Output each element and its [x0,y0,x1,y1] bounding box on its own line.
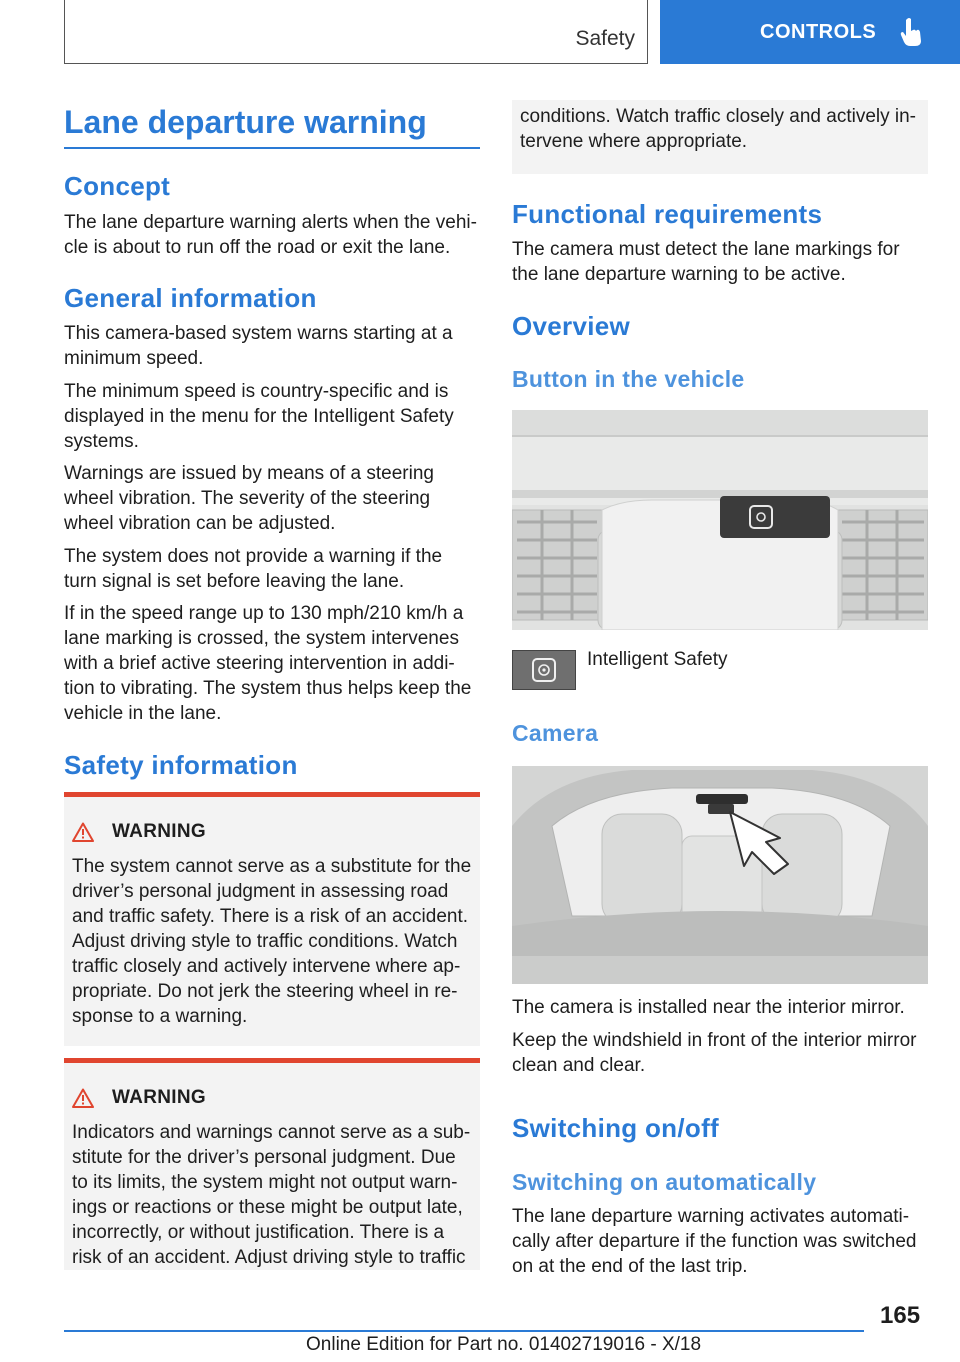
dashboard-button-image [512,410,928,630]
switching-heading: Switching on/off [512,1113,719,1143]
header-section-tab [64,0,648,64]
warning-text-1: The system cannot serve as a substitute for the driver’s personal judgment in assessing road and traffic safety. There is a risk of an accident. Adjust driving style to traffic conditions. Watch traffic closely and actively intervene where ap-propriate. Do not jerk the steering wheel in re-sponse to a warning. [72,856,472,1027]
warning-title-2: WARNING [112,1087,206,1108]
warning-continuation-text: conditions. Watch traffic closely and actively in-tervene where appropriate. [520,106,917,152]
camera-paragraph-1: The camera is installed near the interior mirror. [512,997,905,1018]
warning-box-2 [64,1058,480,1270]
camera-location-image [512,766,928,984]
functional-text: The camera must detect the lane markings for the lane departure warning to be active. [512,239,900,285]
warning-box-1 [64,792,480,1046]
footer-edition: Online Edition for Part no. 01402719016 - X/18 [306,1334,702,1355]
intelligent-safety-symbol [513,651,575,689]
page-number: 165 [880,1302,921,1329]
warning-header-1 [72,821,206,843]
intelligent-safety-button-icon [512,650,576,690]
overview-heading: Overview [512,311,631,341]
dashboard-illustration [512,410,928,630]
general-paragraph-4: The system does not provide a warning if the turn signal is set before leaving the lane. [64,546,443,592]
concept-text: The lane departure warning alerts when the vehi-cle is about to run off the road or exit the lane. [64,212,477,258]
general-paragraph-2: The minimum speed is country-specific and is displayed in the menu for the Intelligent Safety systems. [64,381,454,452]
safety-heading: Safety information [64,750,298,780]
general-paragraph-3: Warnings are issued by means of a steering wheel vibration. The severity of the steering wheel vibration can be adjusted. [64,463,434,534]
title-rule [64,147,480,149]
auto-switching-text: The lane departure warning activates automati-cally after departure if the function was switched on at the end of the last trip. [512,1206,917,1277]
car-interior-illustration [512,766,928,984]
pointing-hand-icon [900,17,922,47]
page-title: Lane departure warning [64,104,427,140]
button-heading: Button in the vehicle [512,366,745,392]
header-chapter-tab [660,0,960,64]
general-paragraph-1: This camera-based system warns starting at a minimum speed. [64,323,453,369]
intelligent-safety-label: Intelligent Safety [587,649,728,670]
camera-paragraph-2: Keep the windshield in front of the interior mirror clean and clear. [512,1030,917,1076]
warning-text-2: Indicators and warnings cannot serve as a sub-stitute for the driver’s personal judgment. Due to its limits, the system might not output warn-ings or reactions or these might be output late, incorrectly, or without justification. There is a risk of an accident. Adjust driving style to traffic [72,1122,471,1268]
warning-triangle-icon [72,822,94,842]
general-paragraph-5: If in the speed range up to 130 mph/210 km/h a lane marking is crossed, the system intervenes with a brief active steering intervention in addi-tion to vibrating. The system thus helps keep the vehicle in the lane. [64,603,472,724]
header-section-label: Safety [575,27,635,50]
warning-header-2 [72,1087,206,1109]
header-chapter-label: CONTROLS [760,20,877,43]
general-heading: General information [64,283,317,313]
warning-title-1: WARNING [112,821,206,842]
camera-heading: Camera [512,720,599,746]
warning-continuation-box [512,100,928,174]
warning-triangle-icon [72,1088,94,1108]
concept-heading: Concept [64,171,171,201]
footer-rule [64,1330,864,1332]
functional-heading: Functional requirements [512,199,823,229]
auto-switching-heading: Switching on automatically [512,1169,817,1195]
